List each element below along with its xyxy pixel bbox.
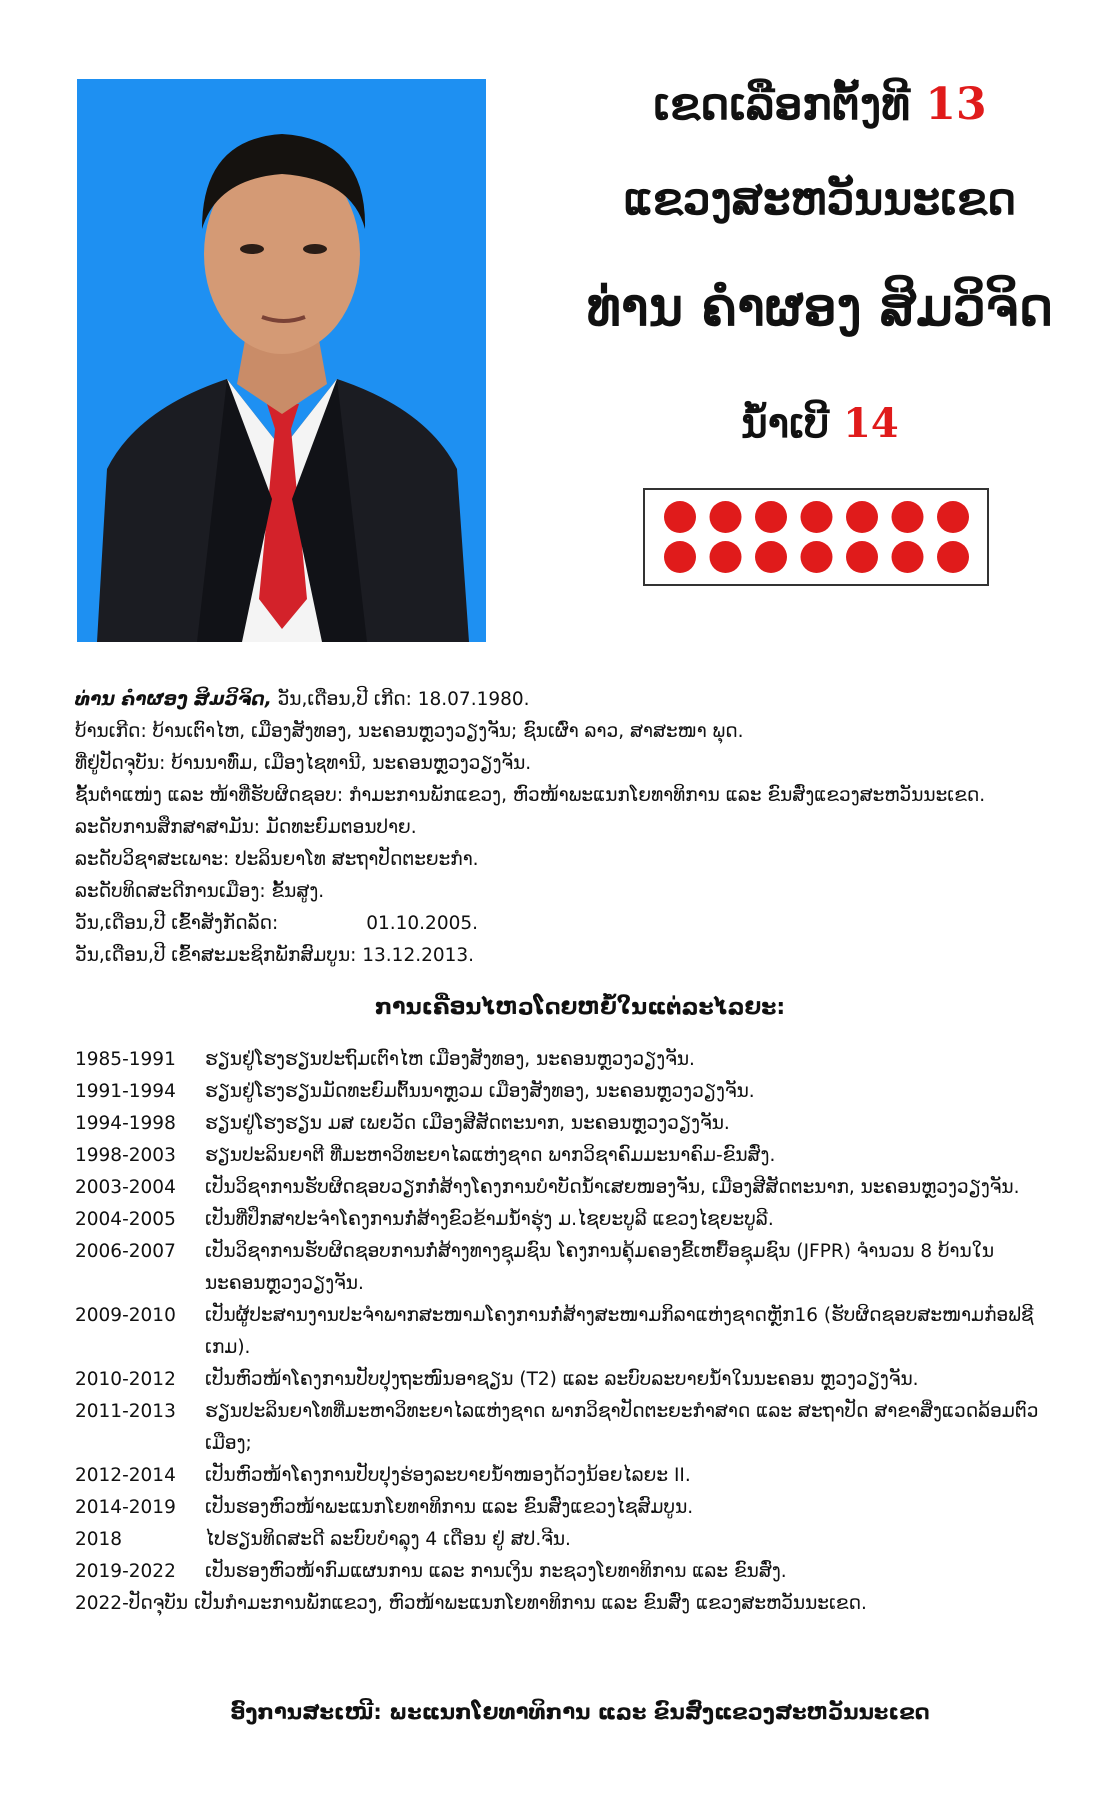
history-text: ເປັນວິຊາການຮັບຜິດຊອບການກໍ່ສ້າງທາງຊຸມຊົນ ໂຄງການຄຸ້ມຄອງຂີ້ເຫຍື້ອຊຸມຊົນ (JFPR) ຈຳນວນ 8 ບ້ານໃນນະຄອນຫຼວງວຽງຈັນ. bbox=[205, 1241, 995, 1294]
ballot-number-title bbox=[540, 394, 1100, 454]
history-text: ເປັນກຳມະການພັກແຂວງ, ຫົວໜ້າພະແນກໂຍທາທິການ ແລະ ຂົນສົ່ງ ແຂວງສະຫວັນນະເຂດ. bbox=[194, 1593, 867, 1614]
vote-mark bbox=[664, 501, 696, 533]
vote-mark bbox=[937, 501, 969, 533]
history-text: ໄປຮຽນທິດສະດີ ລະບົບບຳລຸງ 4 ເດືອນ ຢູ່ ສປ.ຈີນ. bbox=[205, 1529, 571, 1550]
vote-mark bbox=[892, 541, 924, 573]
province-title: ແຂວງສະຫວັນນະເຂດ bbox=[623, 174, 1017, 225]
history-item bbox=[75, 1524, 1085, 1556]
proposing-organization: ອົງການສະເໜີ: ພະແນກໂຍທາທິການ ແລະ ຂົນສົ່ງແຂວງສະຫວັນນະເຂດ bbox=[230, 1700, 930, 1724]
history-years: 2010-2012 bbox=[75, 1369, 176, 1390]
bio-state-service-date: 01.10.2005. bbox=[366, 913, 479, 934]
bio-general-education: ລະດັບການສຶກສາສາມັນ: ມັດທະຍົມຕອນປາຍ. bbox=[75, 817, 417, 838]
history-text: ເປັນຫົວໜ້າໂຄງການປັບປຸງຮ່ອງລະບາຍນ້ຳໜອງດ້ວງນ້ອຍໄລຍະ II. bbox=[205, 1465, 691, 1486]
history-years: 1991-1994 bbox=[75, 1081, 176, 1102]
history-item bbox=[75, 1588, 1085, 1620]
vote-mark bbox=[664, 541, 696, 573]
history-item bbox=[75, 1556, 1085, 1588]
history-years: 2006-2007 bbox=[75, 1241, 176, 1262]
history-item bbox=[75, 1044, 1085, 1076]
history-text: ເປັນຫົວໜ້າໂຄງການປັບປຸງຖະໜົນອາຊຽນ (T2) ແລະ ລະບົບລະບາຍນ້ຳໃນນະຄອນ ຫຼວງວຽງຈັນ. bbox=[205, 1369, 919, 1390]
history-years: 2009-2010 bbox=[75, 1305, 176, 1326]
vote-mark bbox=[755, 541, 787, 573]
history-text: ຮຽນຢູ່ໂຮງຮຽນມັດທະຍົມຕົ້ນນາຫຼວມ ເມືອງສັງທອງ, ນະຄອນຫຼວງວຽງຈັນ. bbox=[205, 1081, 755, 1102]
bio-birthplace: ບ້ານເກີດ: ບ້ານເຕົາໄຫ, ເມືອງສັງທອງ, ນະຄອນຫຼວງວຽງຈັນ; ຊົນເຜົ່າ ລາວ, ສາສະໜາ ພຸດ. bbox=[75, 721, 744, 742]
history-list bbox=[75, 1044, 1085, 1620]
bio-position: ຊັ້ນຕຳແໜ່ງ ແລະ ໜ້າທີ່ຮັບຜິດຊອບ: ກຳມະການພັກແຂວງ, ຫົວໜ້າພະແນກໂຍທາທິການ ແລະ ຂົນສົ່ງແຂວງສະຫວັນນະເຂດ. bbox=[75, 785, 986, 806]
bio-party-label: ວັນ,ເດືອນ,ປີ ເຂົ້າສະມະຊິກພັກສົມບູນ: bbox=[75, 945, 357, 966]
bio-residence: ທີ່ຢູ່ປັດຈຸບັນ: ບ້ານນາທົ່ມ, ເມືອງໄຊທານີ, ນະຄອນຫຼວງວຽງຈັນ. bbox=[75, 753, 532, 774]
ballot-number: 14 bbox=[843, 400, 899, 447]
vote-mark bbox=[710, 541, 742, 573]
bio-state-service-row bbox=[75, 908, 1085, 940]
vote-mark bbox=[755, 501, 787, 533]
history-item bbox=[75, 1396, 1085, 1460]
vote-marks-box bbox=[643, 488, 989, 586]
vote-mark bbox=[892, 501, 924, 533]
history-years: 1994-1998 bbox=[75, 1113, 176, 1134]
bio-details bbox=[75, 684, 1085, 972]
history-item bbox=[75, 1300, 1085, 1364]
history-years: 1985-1991 bbox=[75, 1049, 176, 1070]
constituency-title bbox=[540, 60, 1100, 150]
history-item bbox=[75, 1460, 1085, 1492]
bio-party-row bbox=[75, 940, 1085, 972]
vote-mark bbox=[801, 541, 833, 573]
bio-state-service-label: ວັນ,ເດືອນ,ປີ ເຂົ້າສັງກັດລັດ: bbox=[75, 913, 279, 934]
history-section-title: ການເຄື່ອນໄຫວໂດຍຫຍໍ້ໃນແຕ່ລະໄລຍະ: bbox=[374, 995, 786, 1020]
history-item bbox=[75, 1172, 1085, 1204]
bio-dob: ວັນ,ເດືອນ,ປີ ເກີດ: 18.07.1980. bbox=[271, 689, 530, 710]
constituency-number: 13 bbox=[925, 79, 987, 130]
history-text: ເປັນຜູ້ປະສານງານປະຈຳພາກສະໜາມໂຄງການກໍ່ສ້າງສະໜາມກິລາແຫ່ງຊາດຫຼັກ16 (ຮັບຜິດຊອບສະໜາມກ໋ອຟຊີເກມ). bbox=[205, 1305, 1034, 1358]
bio-political-level: ລະດັບທິດສະດີການເມືອງ: ຂັ້ນສູງ. bbox=[75, 881, 325, 902]
history-years: 2004-2005 bbox=[75, 1209, 176, 1230]
bio-name-row bbox=[75, 684, 1085, 716]
history-item bbox=[75, 1108, 1085, 1140]
history-years: 2003-2004 bbox=[75, 1177, 176, 1198]
ballot-label: ນ້ຳເບີ bbox=[741, 400, 830, 447]
history-item bbox=[75, 1204, 1085, 1236]
history-years: 1998-2003 bbox=[75, 1145, 176, 1166]
candidate-photo bbox=[77, 79, 486, 642]
candidate-name: ທ່ານ ຄຳຜອງ ສິມວິຈິດ bbox=[586, 277, 1054, 338]
vote-mark bbox=[846, 541, 878, 573]
header bbox=[540, 60, 1100, 454]
history-years: 2011-2013 bbox=[75, 1401, 176, 1422]
history-item bbox=[75, 1364, 1085, 1396]
history-item bbox=[75, 1492, 1085, 1524]
bio-specialty: ລະດັບວິຊາສະເພາະ: ປະລິນຍາໂທ ສະຖາປັດຕະຍະກຳ. bbox=[75, 849, 479, 870]
history-item bbox=[75, 1140, 1085, 1172]
bio-name: ທ່ານ ຄຳຜອງ ສິມວິຈິດ, bbox=[75, 689, 272, 710]
history-text: ເປັນຮອງຫົວໜ້າພະແນກໂຍທາທິການ ແລະ ຂົນສົ່ງແຂວງໄຊສົມບູນ. bbox=[205, 1497, 694, 1518]
history-text: ເປັນທີ່ປຶກສາປະຈຳໂຄງການກໍ່ສ້າງຂົວຂ້າມນ້ຳຮຸ່ງ ມ.ໄຊຍະບູລີ ແຂວງໄຊຍະບູລີ. bbox=[205, 1209, 774, 1230]
history-text: ຮຽນປະລິນຍາຕີ ທີ່ມະຫາວິທະຍາໄລແຫ່ງຊາດ ພາກວິຊາຄົມມະນາຄົມ-ຂົນສົ່ງ. bbox=[205, 1145, 776, 1166]
history-text: ເປັນວິຊາການຮັບຜິດຊອບວຽກກໍ່ສ້າງໂຄງການບຳບັດນ້ຳເສຍໜອງຈັນ, ເມືອງສີສັດຕະນາກ, ນະຄອນຫຼວງວຽງຈັນ. bbox=[205, 1177, 1020, 1198]
constituency-label: ເຂດເລືອກຕັ້ງທີ bbox=[653, 79, 911, 130]
history-text: ຮຽນຢູ່ໂຮງຮຽນ ມສ ເພຍວັດ ເມືອງສີສັດຕະນາກ, ນະຄອນຫຼວງວຽງຈັນ. bbox=[205, 1113, 730, 1134]
history-item bbox=[75, 1076, 1085, 1108]
vote-mark bbox=[710, 501, 742, 533]
history-years: 2018 bbox=[75, 1529, 123, 1550]
history-years: 2012-2014 bbox=[75, 1465, 176, 1486]
vote-mark bbox=[846, 501, 878, 533]
vote-mark bbox=[937, 541, 969, 573]
history-text: ຮຽນປະລິນຍາໂທທີ່ມະຫາວິທະຍາໄລແຫ່ງຊາດ ພາກວິຊາປັດຕະຍະກຳສາດ ແລະ ສະຖາປັດ ສາຂາສິ່ງແວດລ້ອມຕົວເມືອງ; bbox=[205, 1401, 1039, 1454]
history-text: ເປັນຮອງຫົວໜ້າກົມແຜນການ ແລະ ການເງິນ ກະຊວງໂຍທາທິການ ແລະ ຂົນສົ່ງ. bbox=[205, 1561, 787, 1582]
history-years: 2014-2019 bbox=[75, 1497, 176, 1518]
history-item bbox=[75, 1236, 1085, 1300]
history-years: 2019-2022 bbox=[75, 1561, 176, 1582]
history-years: 2022-ປັດຈຸບັນ bbox=[75, 1593, 189, 1614]
vote-mark bbox=[801, 501, 833, 533]
bio-party-date: 13.12.2013. bbox=[356, 945, 475, 966]
history-text: ຮຽນຢູ່ໂຮງຮຽນປະຖົມເຕົາໄຫ ເມືອງສັງທອງ, ນະຄອນຫຼວງວຽງຈັນ. bbox=[205, 1049, 695, 1070]
